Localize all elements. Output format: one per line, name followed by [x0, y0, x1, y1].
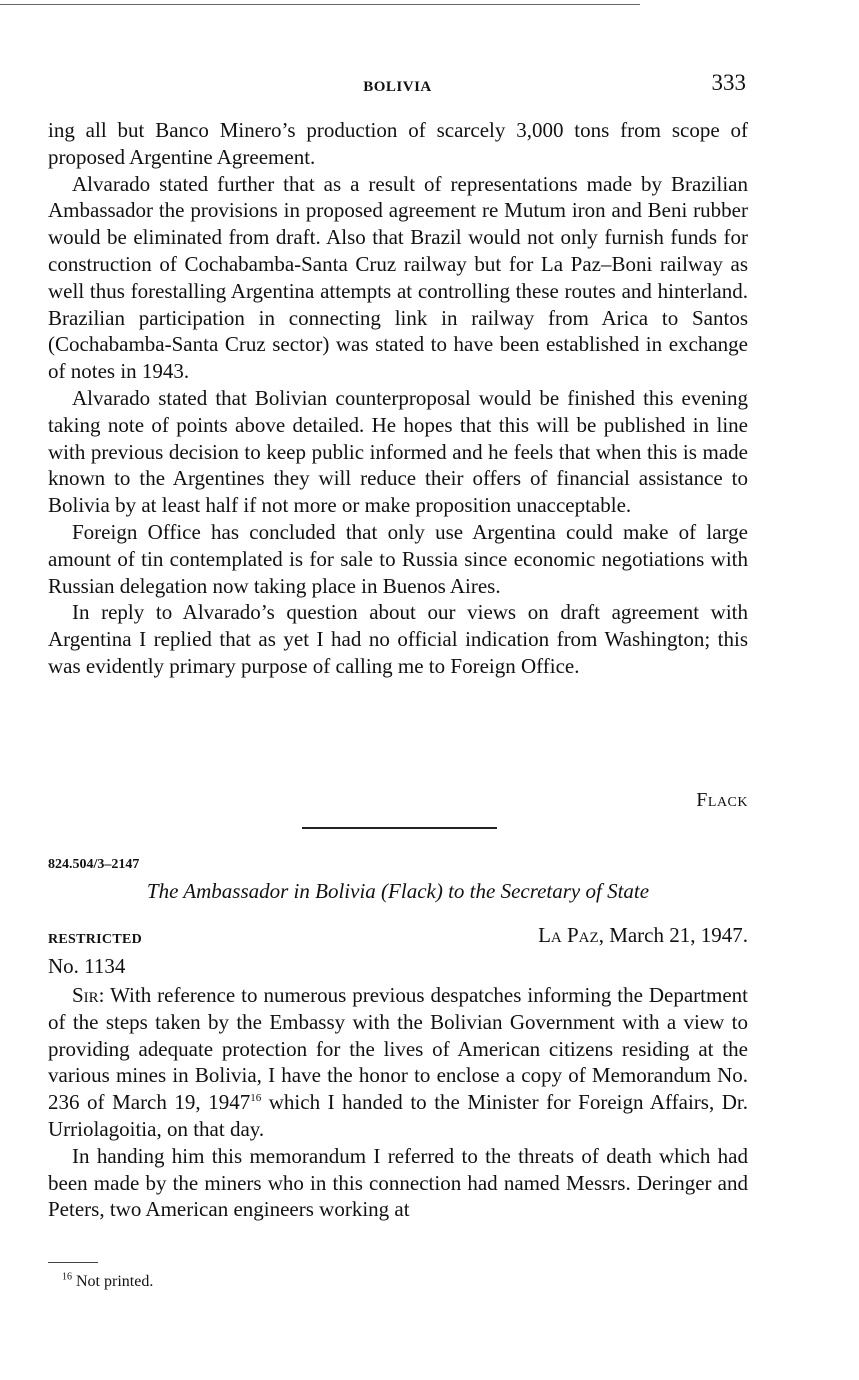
- dateline-place: La Paz: [538, 923, 599, 947]
- footnote-reference[interactable]: 16: [250, 1092, 262, 1105]
- salutation: Sir:: [72, 983, 105, 1007]
- dateline-date: , March 21, 1947.: [598, 923, 748, 947]
- page-number: 333: [711, 70, 746, 95]
- classification-label: RESTRICTED: [48, 932, 143, 947]
- paragraph: In handing him this memorandum I referred to the threats of death which had been made by the miners who in this connection had named Messrs. Deringer and Peters, two American engineers working at: [48, 1143, 748, 1222]
- footnote-mark: 16: [62, 1271, 72, 1283]
- despatch-body: [48, 982, 748, 1223]
- signature: Flack: [696, 789, 748, 811]
- footnote-rule: [48, 1262, 98, 1263]
- telegram-body: [48, 117, 748, 680]
- footnote-text: Not printed.: [72, 1273, 154, 1290]
- paragraph: Alvarado stated that Bolivian counterproposal would be finished this evening taking note of points above detailed. He hopes that this will be published in line with previous decision to keep public informed and he feels that when this is made known to the Argentines they will reduce their offers of financial assistance to Bolivia by at least half if not more or make proposition unacceptable.: [48, 385, 748, 518]
- paragraph: [48, 982, 748, 1143]
- top-rule: [0, 4, 640, 5]
- paragraph-text: which I handed to the Minister for Foreign Affairs, Dr. Urriolagoitia, on that day.: [48, 1090, 748, 1141]
- paragraph: In reply to Alvarado’s question about our views on draft agreement with Argentina I replied that as yet I had no official indication from Washington; this was evidently primary purpose of calling me to Foreign Office.: [48, 600, 748, 678]
- paragraph: Foreign Office has concluded that only use Argentina could make of large amount of tin contemplated is for sale to Russia since economic negotiations with Russian delegation now taking place in Buenos Aires.: [48, 519, 748, 598]
- paragraph: ing all but Banco Minero’s production of scarcely 3,000 tons from scope of proposed Argentine Agreement.: [48, 118, 748, 169]
- document-number: No. 1134: [48, 954, 126, 978]
- file-reference: 824.504/3–2147: [48, 857, 140, 872]
- paragraph: Alvarado stated further that as a result of representations made by Brazilian Ambassador the provisions in proposed agreement re Mutum iron and Beni rubber would be eliminated from draft. Also that Brazil would not only furnish funds for construction of Cochabamba-Santa Cruz railway but for La Paz–Boni railway as well thus forestalling Argentina attempts at controlling these routes and hinterland. Brazilian participation in connecting link in railway from Arica to Santos (Cochabamba-Santa Cruz sector) was stated to have been established in exchange of notes in 1943.: [48, 171, 748, 384]
- running-title: BOLIVIA: [363, 79, 432, 95]
- section-divider: [302, 827, 497, 829]
- dateline: [420, 923, 748, 948]
- paragraph-text: With reference to numerous previous despatches informing the Department of the steps taken by the Embassy with the Bolivian Government with a view to providing adequate protection for the lives of American citizens residing at the various mines in Bolivia, I have the honor to enclose a copy of Memorandum No. 236 of March 19, 1947: [48, 983, 748, 1115]
- footnote: [62, 1273, 153, 1291]
- document-title: The Ambassador in Bolivia (Flack) to the Secretary of State: [146, 879, 650, 903]
